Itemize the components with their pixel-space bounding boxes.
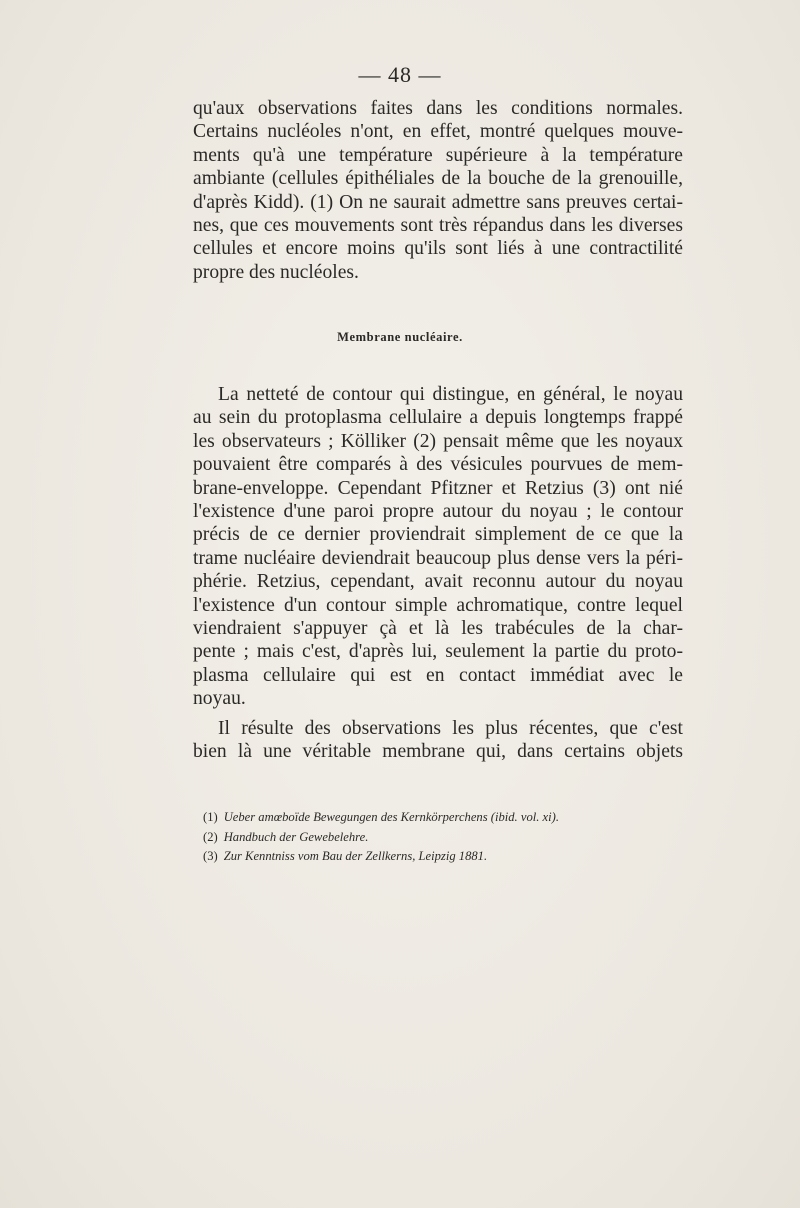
text-line: pouvaient être comparés à des vésicules pourvues de mem- <box>193 454 683 476</box>
paragraph-2 <box>193 383 683 710</box>
text-line: qu'aux observations faites dans les conditions normales. <box>193 98 683 119</box>
text-line: bien là une véritable membrane qui, dans certains objets <box>193 741 683 763</box>
footnotes <box>203 808 663 867</box>
text-line: noyau. <box>193 688 246 710</box>
text-line: Certains nucléoles n'ont, en effet, montré quelques mouve- <box>193 121 683 143</box>
text-line: les observateurs ; Kölliker (2) pensait même que les noyaux <box>193 430 683 452</box>
paragraph-1 <box>193 97 683 284</box>
text-line: Il résulte des observations les plus récentes, que c'est <box>218 718 683 739</box>
text-line: viendraient s'appuyer çà et là les trabécules de la char- <box>193 617 683 639</box>
footnote <box>203 847 663 867</box>
text-line: pente ; mais c'est, d'après lui, seulement la partie du proto- <box>193 641 683 663</box>
text-line: ments qu'à une température supérieure à la température <box>193 144 683 166</box>
footnote-number: (1) <box>203 810 218 824</box>
footnote-text: Ueber amœboïde Bewegungen des Kernkörperchens (ibid. vol. xi). <box>223 810 559 824</box>
footnote-number: (2) <box>203 829 218 844</box>
footnote-text: Zur Kenntniss vom Bau der Zellkerns, Leipzig 1881. <box>223 849 488 863</box>
text-line: brane-enveloppe. Cependant Pfitzner et Retzius (3) ont nié <box>193 477 683 499</box>
text-line: La netteté de contour qui distingue, en général, le noyau <box>218 384 683 405</box>
footnote <box>203 808 663 828</box>
text-line: trame nucléaire deviendrait beaucoup plus dense vers la péri- <box>193 547 683 569</box>
text-line: d'après Kidd). (1) On ne saurait admettre sans preuves certai- <box>193 191 683 213</box>
text-line: cellules et encore moins qu'ils sont liés à une contractilité <box>193 238 683 260</box>
text-line: l'existence d'une paroi propre autour du noyau ; le contour <box>193 500 683 522</box>
paragraph-3 <box>193 717 683 764</box>
section-heading: Membrane nucléaire. <box>337 330 463 344</box>
text-line: l'existence d'un contour simple achromatique, contre lequel <box>193 594 683 616</box>
page-number: — 48 — <box>358 62 442 87</box>
text-line: propre des nucléoles. <box>193 261 359 283</box>
text-line: ambiante (cellules épithéliales de la bouche de la grenouille, <box>193 168 683 190</box>
text-line: précis de ce dernier proviendrait simplement de ce que la <box>193 524 683 546</box>
text-line: nes, que ces mouvements sont très répandus dans les diverses <box>193 214 683 236</box>
text-line: phérie. Retzius, cependant, avait reconnu autour du noyau <box>193 571 683 593</box>
footnote-text: Handbuch der Gewebelehre. <box>223 829 369 844</box>
text-line: plasma cellulaire qui est en contact immédiat avec le <box>193 664 683 686</box>
text-line: au sein du protoplasma cellulaire a depuis longtemps frappé <box>193 407 683 429</box>
footnote <box>203 828 663 848</box>
footnote-number: (3) <box>203 849 218 863</box>
